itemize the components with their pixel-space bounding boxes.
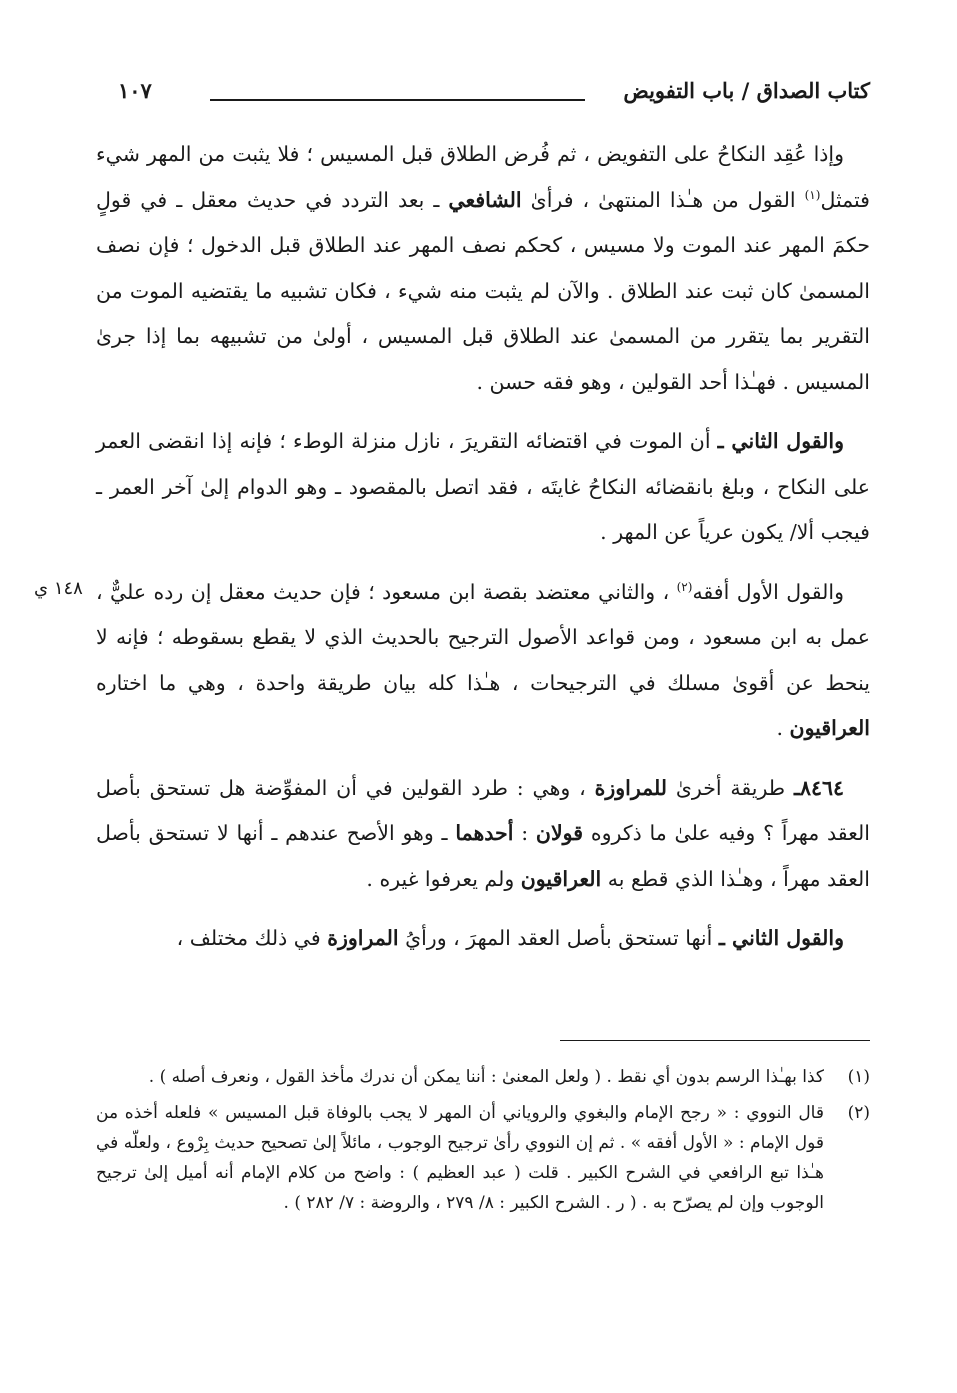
header-rule: [210, 99, 585, 101]
paragraph: [96, 766, 870, 903]
footnote: [96, 1098, 870, 1218]
chapter-title: كتاب الصداق / باب التفويض: [623, 78, 870, 103]
emphasized-term: المراوزة: [327, 926, 399, 950]
emphasized-term: أحدهما: [455, 821, 514, 845]
emphasized-term: الشافعي: [448, 187, 522, 212]
emphasized-term: العراقيون: [520, 866, 602, 891]
page-number: ١٠٧: [118, 78, 152, 103]
text-run: ـ بعد التردد في حديث معقل ـ في قولٍ حكمَ المهر عند الموت ولا مسيس ، كحكم نصف المهر عند الطلاق قبل الدخول ؛ فإن نصف المسمىٰ كان ثبت عند الطلاق . والآن لم يثبت منه شيء ، فكان تشبيه ما يقتضيه الموت من التقرير بما يتقرر من المسمىٰ عند الطلاق قبل المسيس ، أولىٰ من تشبيهه بما إذا جرىٰ المسيس . فهـٰذا أحد القولين ، وهو فقه حسن .: [96, 187, 870, 394]
emphasized-term: والقول الثاني ـ: [717, 429, 844, 453]
emphasized-term: قولان: [535, 821, 584, 845]
footnote-text: قال النووي : « رجح الإمام والبغوي والروياني أن المهر لا يجب بالوفاة قبل المسيس » فلعله أخذه من قول الإمام : « الأول أفقه » . ثم إن النووي رأىٰ ترجيح الوجوب ، مائلاً إلىٰ تصحيح حديث بِرْوع ، ولعلّه في هـٰذا تبع الرافعي في الشرح الكبير . قلت ( عبد العظيم ) : واضح من كلام الإمام أنه أميل إلىٰ ترجيح الوجوب وإن لم يصرّح به . ( ر . الشرح الكبير : ٨/ ٢٧٩ ، والروضة : ٧/ ٢٨٢ ) .: [96, 1103, 824, 1213]
emphasized-term: والقول الثاني ـ: [718, 926, 844, 950]
text-run: ، وهي : طرد القولين في أن المفوِّضة هل تستحق بأصل العقد مهراً ؟ وفيه علىٰ ما ذكروه: [96, 775, 870, 845]
footnote-marker: (٢): [676, 579, 693, 594]
text-run: ولم يعرفوا غيره .: [366, 866, 521, 891]
emphasized-term: ٨٤٦٤ـ: [793, 775, 845, 800]
footnote-number: (٢): [847, 1103, 870, 1123]
margin-manuscript-ref: ١٤٨ ي: [34, 578, 83, 599]
text-run: أن الموت في اقتضائه التقريرَ ، نازل منزلة الوطء ؛ فإنه إذا انقضى العمر على النكاح ، وبلغ بانقضائه النكاحُ غايتَه ، فقد اتصل بالمقصود ـ وهو الدوام إلىٰ آخر العمر ـ فيجب ألا/ يكون عرياً عن المهر .: [96, 429, 870, 544]
text-run: أنها تستحق بأصل العقد المهرَ ، ورأيُ: [398, 926, 719, 950]
paragraph: [96, 132, 870, 405]
footnote-text: كذا بهـٰذا الرسم بدون أي نقط . ( ولعل المعنىٰ : أننا يمكن أن ندرك مأخذ القول ، ونعرف أصله ) .: [148, 1067, 824, 1087]
footnotes: [96, 1062, 870, 1224]
main-text: [96, 132, 870, 962]
text-run: القول من هـٰذا المنتهىٰ ، فرأىٰ: [521, 187, 805, 212]
footnote-marker: (١): [804, 187, 821, 202]
footnote-separator: [560, 1040, 870, 1041]
text-run: ، والثاني معتضد بقصة ابن مسعود ؛ فإن حديث معقل إن رده عليٌّ ، عمل به ابن مسعود ، ومن قواعد الأصول الترجيح بالحديث الذي لا يقطع بسقوطه ؛ فإنه لا ينحط عن أقوىٰ مسلك في الترجيحات ، هـٰذا كله بيان طريقة واحدة ، وهي ما اختاره: [96, 579, 870, 695]
text-run: ـ وهو الأصح عندهم ـ أنها لا تستحق بأصل العقد مهراً ، وهـٰذا الذي قطع به: [96, 821, 870, 891]
text-run: .: [776, 716, 790, 740]
emphasized-term: العراقيون: [789, 716, 870, 740]
running-header: [118, 76, 870, 116]
text-run: طريقة أخرىٰ: [667, 775, 794, 800]
footnote-number: (١): [847, 1067, 870, 1087]
text-run: في ذلك مختلف ،: [176, 926, 328, 950]
text-run: والقول الأول أفقه: [692, 579, 844, 604]
paragraph: [96, 570, 870, 752]
paragraph: [96, 419, 870, 556]
footnote: [96, 1062, 870, 1092]
text-run: :: [513, 821, 536, 845]
text-run: وإذا عُقِد النكاحُ على التفويض ، ثم فُرض الطلاق قبل المسيس ؛ فلا يثبت من المهر شيء فتمثل: [96, 142, 870, 212]
paragraph: [96, 916, 870, 962]
emphasized-term: للمراوزة: [594, 775, 668, 800]
